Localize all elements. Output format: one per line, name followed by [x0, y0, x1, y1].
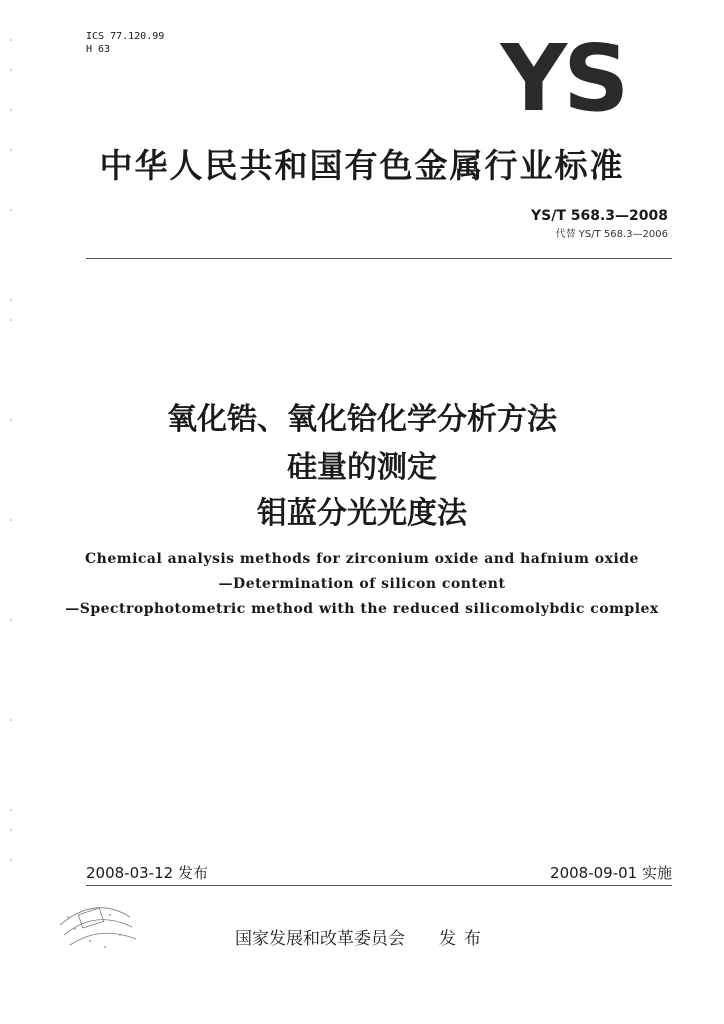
- title-en-line2: —Determination of silicon content: [218, 576, 506, 592]
- bottom-divider: [86, 885, 672, 886]
- logo-text: YS: [500, 38, 626, 116]
- replaces-standard: 代替 YS/T 568.3—2006: [555, 229, 668, 240]
- title-en-line3: —Spectrophotometric method with the reduced silicomolybdic complex: [65, 601, 659, 617]
- publisher-name: 国家发展和改革委员会: [235, 929, 405, 949]
- ccs-code: H 63: [86, 44, 111, 55]
- standard-number: YS/T 568.3—2008: [530, 208, 668, 224]
- classification-codes: [86, 30, 164, 56]
- issue-date: 2008-03-12 发布: [86, 864, 208, 882]
- ics-code: ICS 77.120.99: [86, 31, 165, 42]
- top-divider: [86, 258, 672, 259]
- standard-number-block: [531, 208, 668, 240]
- publisher-verb: 发布: [439, 929, 489, 949]
- title-zh-line1: 氧化锆、氧化铪化学分析方法: [167, 402, 557, 437]
- title-zh-line3: 钼蓝分光光度法: [257, 496, 467, 531]
- implementation-date: 2008-09-01 实施: [550, 864, 672, 882]
- title-zh-line2: 硅量的测定: [287, 450, 437, 485]
- ys-logo: [488, 38, 638, 116]
- title-en-line1: Chemical analysis methods for zirconium oxide and hafnium oxide: [85, 551, 639, 567]
- publisher-line: [0, 924, 724, 949]
- organization-title: 中华人民共和国有色金属行业标准: [99, 146, 625, 185]
